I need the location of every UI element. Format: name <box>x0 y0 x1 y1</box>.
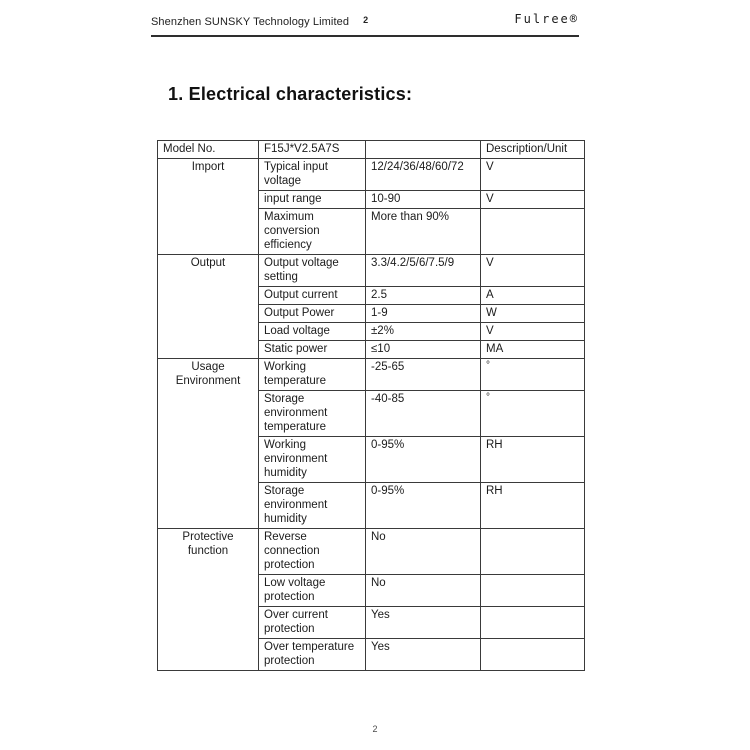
spec-unit <box>481 575 585 607</box>
spec-unit: ° <box>481 358 585 390</box>
spec-unit: V <box>481 159 585 191</box>
spec-unit: W <box>481 305 585 323</box>
spec-value: 2.5 <box>366 287 481 305</box>
footer-page-number: 2 <box>372 724 378 734</box>
company-name: Shenzhen SUNSKY Technology Limited <box>151 16 350 28</box>
spec-param: Working environment humidity <box>259 437 366 483</box>
spec-unit: MA <box>481 341 585 359</box>
spec-value: 10-90 <box>366 191 481 209</box>
brand-logo-text: Fulree® <box>514 12 579 26</box>
spec-param: Over temperature protection <box>259 639 366 671</box>
section-label-output: Output <box>158 255 259 359</box>
spec-param: Low voltage protection <box>259 575 366 607</box>
electrical-characteristics-table <box>157 140 585 671</box>
spec-unit: V <box>481 191 585 209</box>
spec-value: 12/24/36/48/60/72 <box>366 159 481 191</box>
spec-value: 1-9 <box>366 305 481 323</box>
table-row <box>158 529 585 575</box>
spec-unit: V <box>481 323 585 341</box>
spec-unit: A <box>481 287 585 305</box>
spec-unit <box>481 529 585 575</box>
spec-unit <box>481 607 585 639</box>
section-title: 1. Electrical characteristics: <box>168 84 413 104</box>
spec-param: Output current <box>259 287 366 305</box>
spec-value: No <box>366 575 481 607</box>
spec-param: Over current protection <box>259 607 366 639</box>
header-spacer-cell <box>366 141 481 159</box>
spec-param: Storage environment humidity <box>259 483 366 529</box>
spec-param: Maximum conversion efficiency <box>259 209 366 255</box>
section-label-import: Import <box>158 159 259 255</box>
spec-value: No <box>366 529 481 575</box>
spec-param: Working temperature <box>259 359 366 391</box>
table-row <box>158 255 585 287</box>
spec-param: Static power <box>259 341 366 359</box>
section-label-usage-environment: Usage Environment <box>158 359 259 529</box>
spec-value: Yes <box>366 639 481 671</box>
spec-value: More than 90% <box>366 209 481 255</box>
spec-value: -25-65 <box>366 359 481 391</box>
header-description-unit: Description/Unit <box>481 141 585 159</box>
header-page-number: 2 <box>363 15 369 25</box>
table-header-row <box>158 141 585 159</box>
spec-unit: RH <box>481 483 585 529</box>
spec-unit <box>481 209 585 255</box>
spec-unit: ° <box>481 390 585 436</box>
spec-value: 0-95% <box>366 437 481 483</box>
spec-value: ≤10 <box>366 341 481 359</box>
spec-param: Storage environment temperature <box>259 391 366 437</box>
spec-param: Output voltage setting <box>259 255 366 287</box>
spec-unit <box>481 639 585 671</box>
spec-value: -40-85 <box>366 391 481 437</box>
spec-param: Load voltage <box>259 323 366 341</box>
spec-value: 3.3/4.2/5/6/7.5/9 <box>366 255 481 287</box>
spec-unit: RH <box>481 437 585 483</box>
header-model-value: F15J*V2.5A7S <box>259 141 366 159</box>
table-row <box>158 159 585 191</box>
spec-param: Typical input voltage <box>259 159 366 191</box>
spec-unit: V <box>481 255 585 287</box>
spec-value: Yes <box>366 607 481 639</box>
spec-param: input range <box>259 191 366 209</box>
spec-value: 0-95% <box>366 483 481 529</box>
page-header <box>151 12 579 37</box>
header-model-no: Model No. <box>158 141 259 159</box>
table-row <box>158 359 585 391</box>
section-label-protective-function: Protective function <box>158 529 259 671</box>
spec-value: ±2% <box>366 323 481 341</box>
company-name-with-page <box>151 12 368 30</box>
spec-param: Output Power <box>259 305 366 323</box>
spec-param: Reverse connection protection <box>259 529 366 575</box>
